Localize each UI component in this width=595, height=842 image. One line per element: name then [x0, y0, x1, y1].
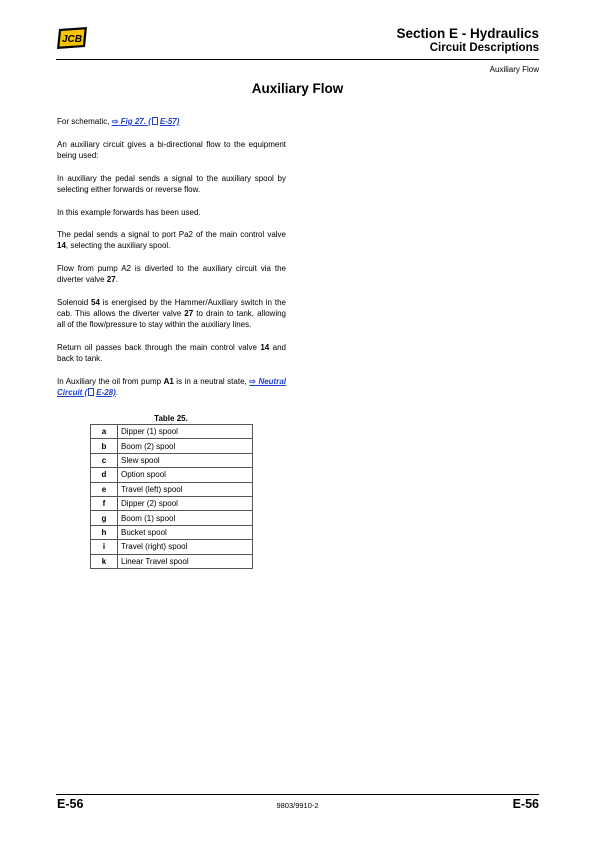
neutral-link-page: E-28) — [96, 387, 116, 397]
valve-number: 27 — [106, 275, 116, 285]
paragraph-example: In this example forwards has been used. — [57, 207, 201, 217]
row-value: Travel (left) spool — [118, 482, 253, 496]
text-run: is energised by the Hammer/Auxiliary switch in the cab. This allows the diverter valve — [57, 298, 286, 318]
row-key: e — [91, 482, 118, 496]
row-value: Boom (2) spool — [118, 439, 253, 453]
spool-table — [90, 424, 253, 569]
paragraph-return — [57, 343, 286, 365]
row-key: f — [91, 496, 118, 510]
valve-number: 14 — [260, 342, 270, 352]
text-run: Solenoid — [57, 298, 91, 308]
paragraph-intro: An auxiliary circuit gives a bi-directional flow to the equipment being used: — [57, 139, 286, 160]
text-run: Flow from pump A2 is diverted to the auxiliary circuit via the diverter valve — [57, 264, 286, 285]
table-row — [91, 554, 253, 568]
document-number: 9803/9910-2 — [276, 801, 319, 810]
pump-label: A1 — [163, 376, 174, 386]
paragraph-flow — [57, 264, 286, 286]
schematic-prefix: For schematic, — [57, 117, 112, 126]
table-row — [91, 540, 253, 554]
table-row — [91, 482, 253, 496]
valve-number: 14 — [57, 241, 66, 251]
row-value: Boom (1) spool — [118, 511, 253, 525]
topic-label: Auxiliary Flow — [489, 65, 539, 74]
page-title: Auxiliary Flow — [251, 81, 344, 96]
section-title: Section E - Hydraulics — [396, 26, 539, 41]
page-icon — [152, 117, 158, 125]
fig27-link-page: E-57) — [159, 117, 180, 126]
valve-number: 27 — [184, 308, 194, 318]
logo-text: JCB — [61, 34, 83, 45]
text-run: is in a neutral state, — [173, 376, 250, 386]
row-value: Bucket spool — [118, 525, 253, 539]
body-text — [57, 117, 286, 410]
page-icon — [88, 388, 94, 396]
row-key: c — [91, 453, 118, 467]
arrow-right-icon: ⇨ — [249, 376, 256, 386]
text-run: . — [115, 387, 119, 397]
table-row — [91, 468, 253, 482]
row-value: Travel (right) spool — [118, 540, 253, 554]
fig27-link[interactable] — [112, 117, 180, 126]
table-row — [91, 511, 253, 525]
row-value: Dipper (2) spool — [118, 496, 253, 510]
row-key: d — [91, 468, 118, 482]
row-value: Linear Travel spool — [118, 554, 253, 568]
text-run: to drain to tank, allowing all of the flow/pressure to stay within the auxiliary lines. — [57, 308, 286, 329]
row-key: k — [91, 554, 118, 568]
arrow-right-icon: ⇨ — [111, 117, 119, 126]
paragraph-pedal: In auxiliary the pedal sends a signal to the auxiliary spool by selecting either forwards or reverse flow. — [57, 173, 286, 194]
text-run: and back to tank. — [57, 342, 287, 363]
text-run: In Auxiliary the oil from pump — [57, 376, 164, 386]
paragraph-solenoid — [57, 298, 286, 331]
fig27-link-text: Fig 27. ( — [120, 117, 151, 126]
header-rule — [56, 59, 539, 60]
page-number-left: E-56 — [57, 797, 84, 811]
row-key: h — [91, 525, 118, 539]
row-value: Dipper (1) spool — [118, 425, 253, 439]
text-run: Return oil passes back through the main control valve — [57, 342, 261, 352]
spool-table-body — [91, 425, 253, 569]
paragraph-schematic — [57, 117, 286, 128]
table-row — [91, 525, 253, 539]
table-row — [91, 425, 253, 439]
footer-rule — [56, 794, 539, 795]
subsection-title: Circuit Descriptions — [429, 42, 539, 54]
jcb-logo — [56, 27, 88, 49]
row-value: Option spool — [118, 468, 253, 482]
neutral-link-text: Neutral Circuit ( — [57, 376, 286, 397]
row-key: g — [91, 511, 118, 525]
table-row — [91, 439, 253, 453]
row-key: i — [91, 540, 118, 554]
paragraph-neutral — [57, 377, 286, 399]
paragraph-signal — [57, 230, 286, 252]
solenoid-number: 54 — [91, 298, 100, 308]
table-row — [91, 496, 253, 510]
row-key: a — [91, 425, 118, 439]
text-run: . — [115, 275, 118, 285]
table-row — [91, 453, 253, 467]
row-key: b — [91, 439, 118, 453]
table-caption: Table 25. — [154, 414, 188, 423]
row-value: Slew spool — [118, 453, 253, 467]
text-run: , selecting the auxiliary spool. — [65, 241, 171, 251]
page-number-right: E-56 — [512, 797, 539, 811]
text-run: The pedal sends a signal to port Pa2 of the main control valve — [57, 230, 286, 240]
